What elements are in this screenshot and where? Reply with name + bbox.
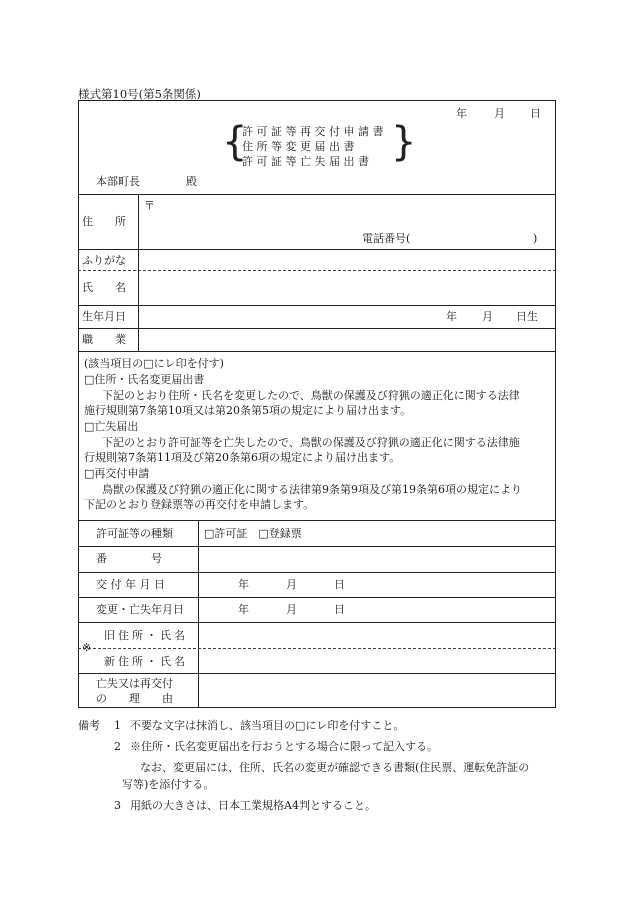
postal-mark: 〒 <box>144 199 155 212</box>
note-3-text: 用紙の大きさは、日本工業規格A4判とすること。 <box>130 799 376 812</box>
address-label: 住 所 <box>82 215 126 228</box>
title-loss: 許 可 証 等 亡 失 届 出 書 <box>242 155 369 168</box>
form-number: 様式第10号(第5条関係) <box>78 87 201 101</box>
note-2-sub2: 写等)を添付する。 <box>122 778 215 791</box>
line-issue-top <box>78 572 556 573</box>
note-3-num: 3 <box>114 799 121 812</box>
issue-month: 月 <box>286 578 297 591</box>
issue-day: 日 <box>334 578 345 591</box>
reason-label-1: 亡失又は再交付 <box>96 677 173 690</box>
dob-day: 日生 <box>516 310 538 323</box>
note-2-sub1: なお、変更届には、住所、氏名の変更が確認できる書類(住民票、運転免許証の <box>140 761 530 774</box>
dob-year: 年 <box>446 310 457 323</box>
dob-label: 生年月日 <box>82 310 126 323</box>
old-address-field[interactable] <box>200 623 554 647</box>
new-address-label: 新住所・氏名 <box>104 655 188 668</box>
option-address-change[interactable]: □住所・氏名変更届出書 <box>84 373 205 386</box>
permit-type-options[interactable]: □許可証 □登録票 <box>204 527 302 540</box>
option2-line1: 下記のとおり許可証等を亡失したので、鳥獣の保護及び狩猟の適正化に関する法律施 <box>102 436 520 449</box>
line-change-top <box>78 597 556 598</box>
phone-close: ) <box>533 232 538 245</box>
option-reissue[interactable]: □再交付申請 <box>84 467 150 480</box>
lower-column-divider <box>198 520 199 708</box>
line-lower-top <box>78 520 556 521</box>
date-month: 月 <box>494 107 505 120</box>
number-label: 番 号 <box>96 552 162 565</box>
reason-label-2: の 理 由 <box>96 692 173 705</box>
left-brace: { <box>222 119 248 165</box>
title-reissue: 許 可 証 等 再 交 付 申 請 書 <box>242 125 384 138</box>
change-date-label: 変更・亡失年月日 <box>96 603 184 616</box>
name-label: 氏 名 <box>82 281 126 294</box>
check-instruction: (該当項目の□にレ印を付す) <box>84 357 224 370</box>
phone-field[interactable] <box>424 229 530 245</box>
old-address-label: 旧住所・氏名 <box>104 629 188 642</box>
option2-line2: 行規則第7条第11項及び第20条第6項の規定により届け出ます。 <box>84 451 401 464</box>
note-1-num: 1 <box>114 719 121 732</box>
honorific: 殿 <box>186 175 197 188</box>
permit-type-label: 許可証等の種類 <box>96 527 173 540</box>
change-day: 日 <box>334 603 345 616</box>
option3-line2: 下記のとおり登録票等の再交付を申請します。 <box>84 498 315 511</box>
new-address-field[interactable] <box>200 649 554 673</box>
option3-line1: 鳥獣の保護及び狩猟の適正化に関する法律第9条第9項及び第19条第6項の規定により <box>102 483 522 496</box>
right-brace: } <box>391 119 417 165</box>
issue-year: 年 <box>238 578 249 591</box>
note-2-num: 2 <box>114 740 121 753</box>
name-field[interactable] <box>140 271 554 303</box>
change-year: 年 <box>238 603 249 616</box>
change-month: 月 <box>286 603 297 616</box>
notes-heading: 備考 <box>78 719 100 732</box>
line-options-top <box>78 351 556 352</box>
dob-month: 月 <box>482 310 493 323</box>
option1-line2: 施行規則第7条第10項又は第20条第5項の規定により届け出ます。 <box>84 404 412 417</box>
reason-field[interactable] <box>200 674 554 706</box>
phone-label: 電話番号( <box>362 232 411 245</box>
note-2-text: ※住所・氏名変更届出を行おうとする場合に限って記入する。 <box>130 740 438 753</box>
furigana-field[interactable] <box>140 250 554 268</box>
occupation-field[interactable] <box>140 329 554 350</box>
option1-line1: 下記のとおり住所・氏名を変更したので、鳥獣の保護及び狩猟の適正化に関する法律 <box>102 389 520 402</box>
occupation-label: 職 業 <box>82 333 126 346</box>
dob-field[interactable] <box>140 306 440 326</box>
line-top-table <box>78 194 556 195</box>
asterisk-mark: ※ <box>82 641 92 654</box>
date-day: 日 <box>530 107 541 120</box>
addressee: 本部町長 <box>96 175 140 188</box>
title-change: 住 所 等 変 更 届 出 書 <box>242 140 355 153</box>
date-year: 年 <box>456 107 467 120</box>
option-loss-report[interactable]: □亡失届出 <box>84 420 139 433</box>
note-1-text: 不要な文字は抹消し、該当項目の□にレ印を付すこと。 <box>130 719 405 732</box>
issue-date-label: 交 付 年 月 日 <box>96 578 165 591</box>
furigana-label: ふりがな <box>82 254 126 267</box>
number-field[interactable] <box>200 547 554 571</box>
